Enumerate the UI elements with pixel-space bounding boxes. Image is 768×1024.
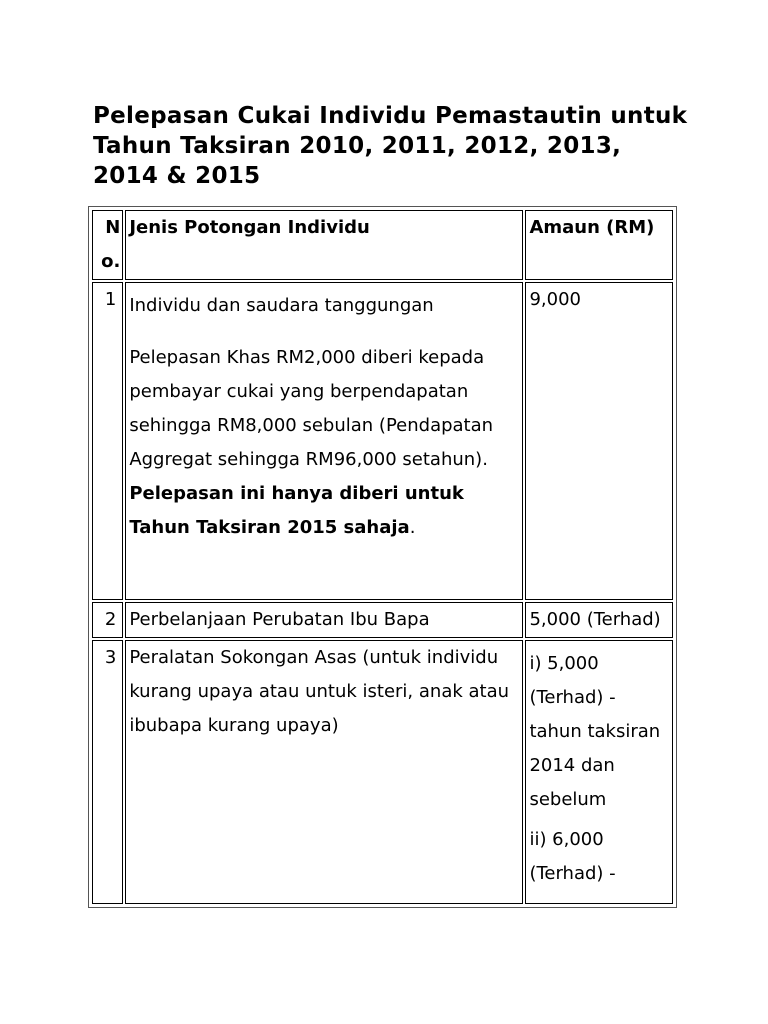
table-row [92, 602, 673, 638]
row-number: 3 [92, 640, 123, 904]
row-number: 2 [92, 602, 123, 638]
row-description: Peralatan Sokongan Asas (untuk individu kurang upaya atau untuk isteri, anak atau ibubapa kurang upaya) [125, 640, 523, 904]
description-end: . [409, 517, 416, 538]
document-title: Pelepasan Cukai Individu Pemastautin untuk Tahun Taksiran 2010, 2011, 2012, 2013, 2014 & 2015 [93, 103, 688, 189]
tax-relief-table-frame [88, 206, 677, 908]
header-description: Jenis Potongan Individu [125, 210, 523, 280]
description-note: Pelepasan Khas RM2,000 diberi kepada pembayar cukai yang berpendapatan sehingga RM8,000 sebulan (Pendapatan Aggregat sehingga RM96,000 setahun). [129, 347, 494, 470]
description-main: Individu dan saudara tanggungan [129, 295, 434, 316]
header-no: No. [92, 210, 123, 280]
description-bold: Pelepasan ini hanya diberi untuk Tahun Taksiran 2015 sahaja [129, 483, 464, 538]
description-emphasis [129, 477, 520, 545]
row-amount: 9,000 [525, 282, 673, 600]
row-amount: 5,000 (Terhad) [525, 602, 673, 638]
amount-item-ii: ii) 6,000 (Terhad) - [529, 829, 616, 884]
table-header-row [92, 210, 673, 280]
row-description: Perbelanjaan Perubatan Ibu Bapa [125, 602, 523, 638]
row-description [125, 282, 523, 600]
row-amount [525, 640, 673, 904]
amount-item-i: i) 5,000 (Terhad) - tahun taksiran 2014 dan sebelum [529, 653, 661, 810]
header-amount: Amaun (RM) [525, 210, 673, 280]
table-row [92, 640, 673, 904]
row-number: 1 [92, 282, 123, 600]
table-row [92, 282, 673, 600]
tax-relief-table [90, 208, 675, 906]
